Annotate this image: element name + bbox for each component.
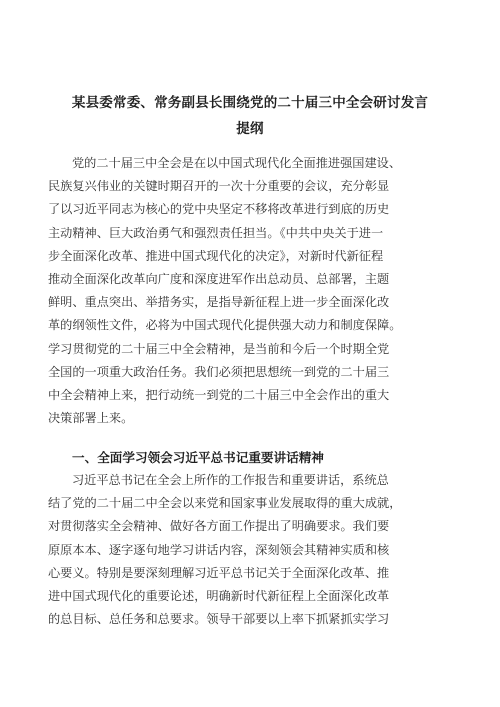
paragraph-line: 的总目标、总任务和总要求。领导干部要以上率下抓紧抓实学习: [48, 612, 390, 627]
paragraph-line: 党的二十届三中全会是在以中国式现代化全面推进强国建设、: [72, 156, 402, 170]
paragraph-line: 民族复兴伟业的关键时期召开的一次十分重要的会议，充分彰显: [48, 179, 390, 194]
paragraph-line: 结了党的二十届二中全会以来党和国家事业发展取得的重大成就，: [48, 496, 402, 511]
paragraph-line: 对贯彻落实全会精神、做好各方面工作提出了明确要求。我们要: [48, 519, 390, 534]
document-title-line-2: 提纲: [236, 121, 264, 137]
section-1-paragraph: [48, 469, 448, 631]
paragraph-line: 革的纲领性文件，必将为中国式现代化提供强大动力和制度保障。: [48, 318, 402, 333]
paragraph-line: 决策部署上来。: [48, 411, 134, 426]
paragraph-line: 全国的一项重大政治任务。我们必须把思想统一到党的二十届三: [48, 364, 390, 379]
paragraph-line: 进中国式现代化的重要论述，明确新时代新征程上全面深化改革: [48, 588, 390, 603]
paragraph-line: 原原本本、逐字逐句地学习讲话内容，深刻领会其精神实质和核: [48, 542, 390, 557]
paragraph-line: 心要义。特别是要深刻理解习近平总书记关于全面深化改革、推: [48, 565, 390, 580]
paragraph-line: 推动全面深化改革向广度和深度进军作出总动员、总部署，主题: [48, 271, 390, 286]
paragraph-line: 步全面深化改革、推进中国式现代化的决定》，对新时代新征程: [48, 248, 384, 263]
paragraph-line: 学习贯彻党的二十届三中全会精神，是当前和今后一个时期全党: [48, 341, 390, 356]
document-title-line-1: 某县委常委、常务副县长围绕党的二十届三中全会研讨发言: [71, 95, 429, 111]
paragraph-line: 鲜明、重点突出、举措务实，是指导新征程上进一步全面深化改: [48, 295, 390, 310]
paragraph-line: 主动精神、巨大政治勇气和强烈责任担当。《中共中央关于进一: [48, 225, 384, 240]
paragraph-line: 习近平总书记在全会上所作的工作报告和重要讲话，系统总: [72, 473, 389, 487]
paragraph-line: 中全会精神上来，把行动统一到党的二十届三中全会作出的重大: [48, 387, 390, 402]
intro-paragraph: [48, 152, 448, 430]
section-heading: 一、全面学习领会习近平总书记重要讲话精神: [72, 450, 324, 465]
paragraph-line: 了以习近平同志为核心的党中央坚定不移将改革进行到底的历史: [48, 202, 390, 217]
